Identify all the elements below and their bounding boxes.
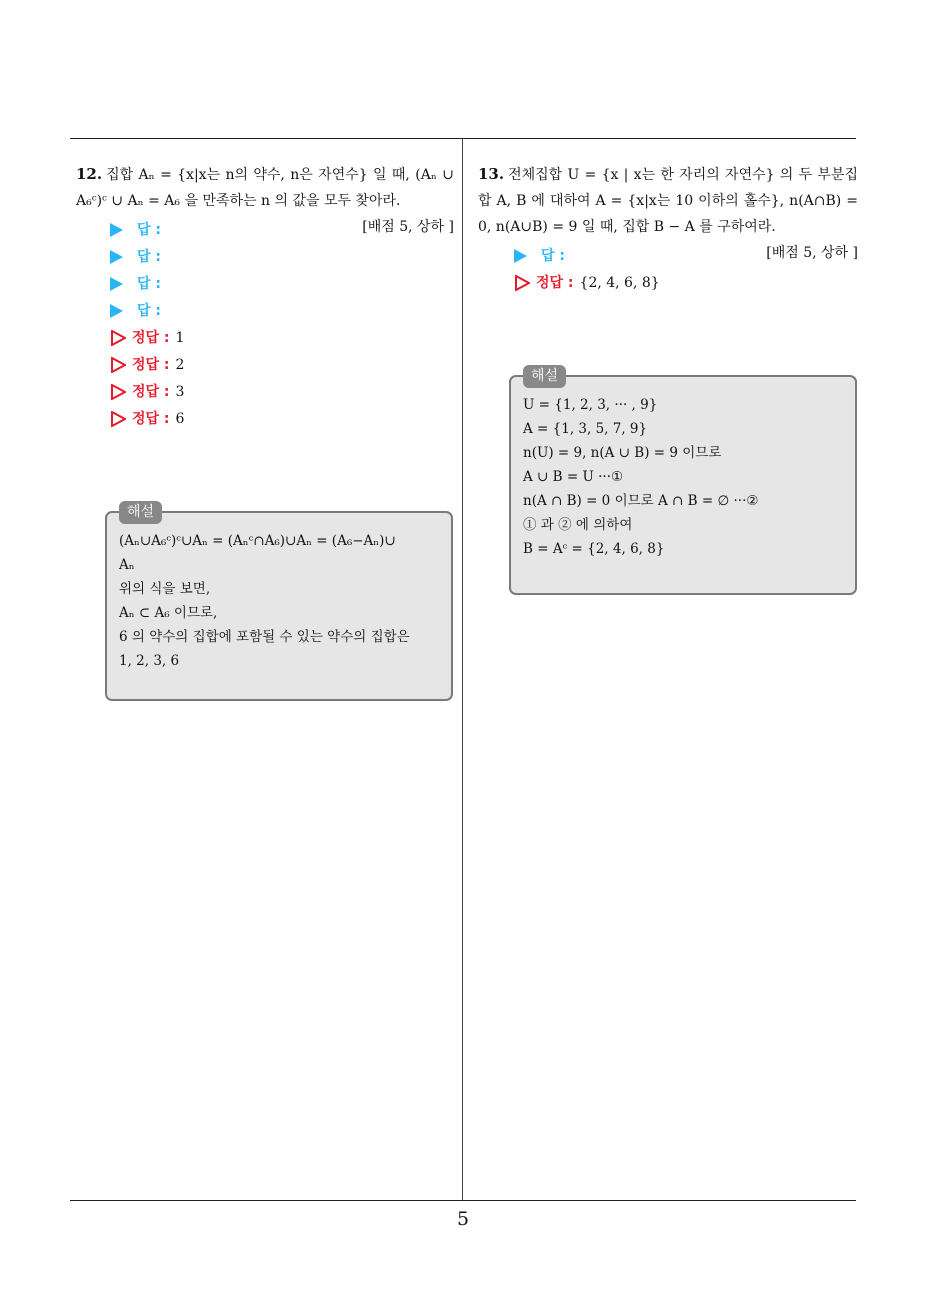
problem-12 [76,161,454,433]
explanation-line: Aₙ [119,557,135,573]
explanation-tag: 해설 [119,501,162,524]
play-triangle-icon [110,223,123,237]
answer-field[interactable] [110,298,454,325]
problem-number: 13. [478,165,505,183]
explanation-line: ① 과 ② 에 의하여 [523,517,633,533]
correct-value: 1 [175,330,185,346]
problem-13-statement [478,161,858,261]
explanation-line: 위의 식을 보면, [119,581,211,597]
problem-12-statement [76,161,454,235]
explanation-line: U = {1, 2, 3, ··· , 9} [523,397,658,413]
answer-label: 답 : [137,249,161,265]
correct-value: 3 [175,384,185,400]
outline-triangle-icon [110,330,126,346]
correct-label: 정답 : [132,357,170,373]
play-triangle-icon [514,249,527,263]
play-triangle-icon [110,304,123,318]
page-number: 5 [456,1208,470,1230]
problem-score: [배점 5, 상하 ] [362,219,454,235]
problem-number: 12. [76,165,103,183]
explanation-box-13 [509,368,857,595]
bottom-rule [70,1200,856,1201]
correct-label: 정답 : [132,411,170,427]
answer-label: 답 : [137,303,161,319]
correct-value: 2 [175,357,185,373]
explanation-box-12 [105,504,453,701]
correct-answer [110,325,454,352]
explanation-line: Aₙ ⊂ A₆ 이므로, [119,605,218,621]
outline-triangle-icon [514,275,530,291]
answer-label: 답 : [137,222,161,238]
answer-block [76,217,454,433]
problem-text: 전체집합 U = {x | x는 한 자리의 자연수} 의 두 부분집합 A, B 에 대하여 A = {x|x는 10 이하의 홀수}, n(A∩B) = 0, n(A∪B) = 9 일 때, 집합 B − A 를 구하여라. [478,167,858,235]
correct-value: {2, 4, 6, 8} [579,275,660,291]
correct-label: 정답 : [536,275,574,291]
answer-label: 답 : [541,248,565,264]
outline-triangle-icon [110,357,126,373]
correct-label: 정답 : [132,330,170,346]
explanation-line: A ∪ B = U ···① [523,469,624,485]
explanation-tag: 해설 [523,365,566,388]
outline-triangle-icon [110,411,126,427]
explanation-line: (Aₙ∪A₆ᶜ)ᶜ∪Aₙ = (Aₙᶜ∩A₆)∪Aₙ = (A₆−Aₙ)∪ [119,533,396,549]
correct-answer [514,270,858,297]
play-triangle-icon [110,277,123,291]
problem-text: 집합 Aₙ = {x|x는 n의 약수, n은 자연수} 일 때, (Aₙ ∪ A₆ᶜ)ᶜ ∪ Aₙ = A₆ 을 만족하는 n 의 값을 모두 찾아라. [76,167,454,209]
explanation-line: 1, 2, 3, 6 [119,653,180,669]
answer-field[interactable] [110,271,454,298]
correct-label: 정답 : [132,384,170,400]
outline-triangle-icon [110,384,126,400]
problem-13 [478,161,858,297]
explanation-line: A = {1, 3, 5, 7, 9} [523,421,648,437]
correct-answer [110,379,454,406]
top-rule [70,138,856,139]
explanation-line: B = Aᶜ = {2, 4, 6, 8} [523,541,665,557]
answer-label: 답 : [137,276,161,292]
problem-score: [배점 5, 상하 ] [766,245,858,261]
column-divider [462,139,463,1201]
correct-value: 6 [175,411,185,427]
correct-answer [110,352,454,379]
correct-answer [110,406,454,433]
play-triangle-icon [110,250,123,264]
explanation-line: n(U) = 9, n(A ∪ B) = 9 이므로 [523,445,722,461]
explanation-line: n(A ∩ B) = 0 이므로 A ∩ B = ∅ ···② [523,493,759,509]
explanation-line: 6 의 약수의 집합에 포함될 수 있는 약수의 집합은 [119,629,410,645]
answer-field[interactable] [110,244,454,271]
